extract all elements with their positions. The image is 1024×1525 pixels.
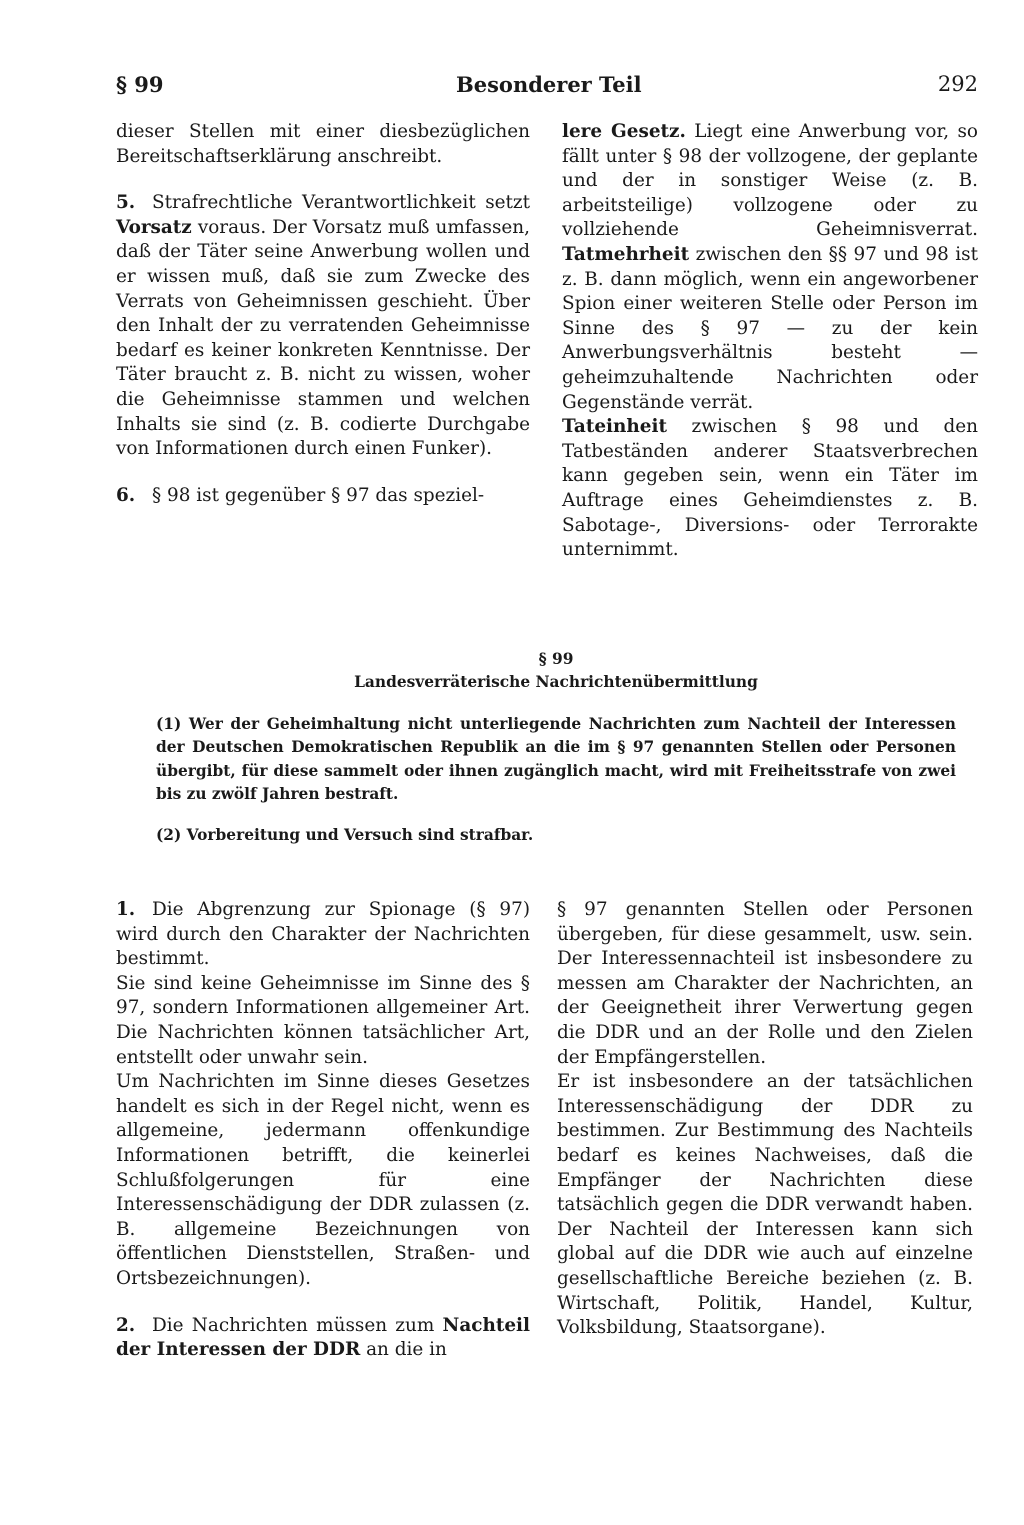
commentary-note-6: 6. § 98 ist gegenüber § 97 das speziel- [116,484,530,509]
page-number: 292 [937,72,978,96]
upper-left-column [116,120,530,508]
commentary-note-6-continued: lere Gesetz. Liegt eine Anwerbung vor, so fällt unter § 98 der vollzogene, der geplante und der in sonstiger Weise (z. B. arbeitsteilige) vollzogene oder zu vollziehende Geheimnisverrat. Tatmehrheit zwischen den §§ 97 und 98 ist z. B. dann möglich, wenn ein angeworbener Spion einer weiteren Stelle oder Person im Sinne des § 97 — zu der kein Anwerbungsverhältnis besteht — geheimzuhaltende Nachrichten oder Gegenstände verrät. [562,121,979,413]
paragraph: Tateinheit zwischen § 98 und den Tatbeständen anderer Staatsverbrechen kann gegeben sein, wenn ein Täter im Auftrage eines Geheimdienstes z. B. Sabotage-, Diversions- oder Terrorakte unternimmt. [562,416,978,561]
note-number: 1. [116,899,136,920]
note-number: 2. [116,1314,136,1336]
paragraph: Sie sind keine Geheimnisse im Sinne des § 97, sondern Informationen allgemeiner Art. Die Nachrichten können tatsächlicher Art, entstellt oder unwahr sein. [116,972,530,1068]
running-header [116,72,978,102]
upper-right-column [562,120,978,563]
statute-block [156,648,956,848]
paragraph: dieser Stellen mit einer diesbezüglichen Bereitschaftserklärung anschreibt. [116,121,530,167]
statute-title: Landesverräterische Nachrichtenübermittlung [354,673,758,692]
statute-paragraph-2: (2) Vorbereitung und Versuch sind strafbar. [156,826,534,845]
lower-left-column [116,898,530,1363]
paragraph: Er ist insbesondere an der tatsächlichen Interessenschädigung der DDR zu bestimmen. Zur Bestimmung des Nachteils bedarf es keines Nachweises, daß die Empfänger der Nachrichten diese tatsächlich gegen die DDR verwandt haben. Der Nachteil der Interessen kann sich global auf die DDR wie auch auf einzelne gesellschaftliche Bereiche beziehen (z. B. Wirtschaft, Politik, Handel, Kultur, Volksbildung, Staatsorgane). [557,1071,973,1339]
statute-paragraph-1: (1) Wer der Geheimhaltung nicht unterliegende Nachrichten zum Nachteil der Interessen der Deutschen Demokratischen Republik an die im § 97 genannten Stellen oder Personen übergibt, für diese sammelt oder ihnen zugänglich macht, wird mit Freiheitsstrafe von zwei bis zu zwölf Jahren bestraft. [156,714,956,804]
note-number: 5. [116,192,136,214]
paragraph: Um Nachrichten im Sinne dieses Gesetzes handelt es sich in der Regel nicht, wenn es allgemeine, jedermann offenkundige Informationen betrifft, die keinerlei Schlußfolgerungen für eine Interessenschädigung der DDR zulassen (z. B. allgemeine Bezeichnungen von öffentlichen Dienststellen, Straßen- und Ortsbezeichnungen). [116,1071,530,1289]
commentary-note-1: 1. Die Abgrenzung zur Spionage (§ 97) wird durch den Charakter der Nachrichten bestimmt. [116,899,530,970]
header-section-ref: § 99 [116,72,164,97]
statute-section-number: § 99 [538,650,574,668]
header-part-title: Besonderer Teil [456,72,642,97]
commentary-note-2-continued: § 97 genannten Stellen oder Personen übergeben, für diese gesammelt, usw. sein. Der Interessennachteil ist insbesondere zu messen am Charakter der Nachrichten, an der Geeignetheit ihrer Verwertung gegen die DDR und an der Rolle und den Zielen der Empfängerstellen. [557,899,973,1068]
note-number: 6. [116,484,136,506]
lower-right-column [557,898,973,1341]
commentary-note-5: 5. Strafrechtliche Verantwortlichkeit setzt Vorsatz voraus. Der Vorsatz muß umfassen, daß der Täter seine Anwerbung wollen und er wissen muß, daß sie zum Zwecke des Verrats von Geheimnissen geschieht. Über den Inhalt der zu verratenden Geheimnisse bedarf es keiner konkreten Kenntnisse. Der Täter braucht z. B. nicht zu wissen, woher die Geheimnisse stammen und welchen Inhalts sie sind (z. B. codierte Durchgabe von Informationen durch einen Funker). [116,192,530,460]
commentary-note-2: 2. Die Nachrichten müssen zum Nachteil der Interessen der DDR an die in [116,1314,530,1361]
